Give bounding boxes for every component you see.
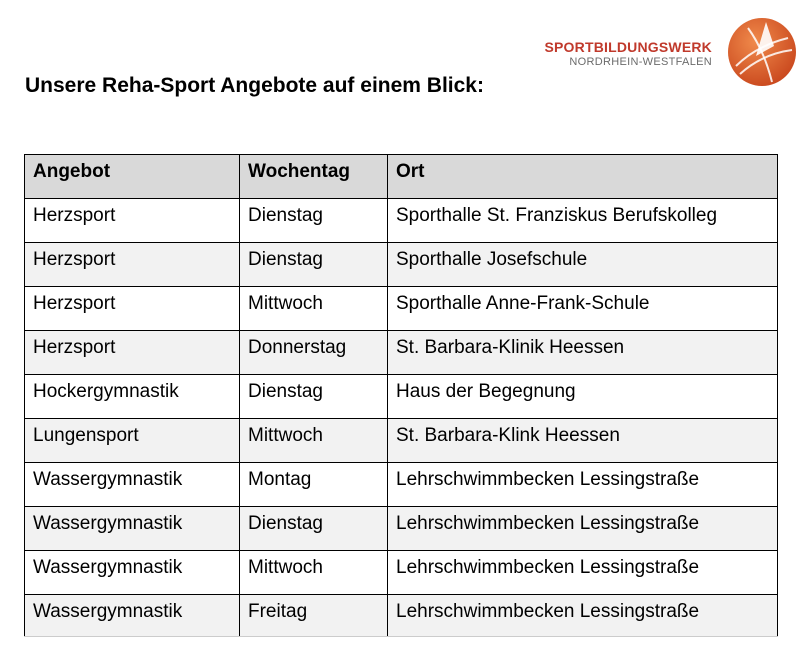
cell-ort: Sporthalle Josefschule: [388, 243, 778, 287]
cell-wochentag: Donnerstag: [240, 331, 388, 375]
cell-ort: Lehrschwimmbecken Lessingstraße: [388, 507, 778, 551]
cell-wochentag: Mittwoch: [240, 551, 388, 595]
logo-mark-icon: [726, 16, 798, 88]
cell-wochentag: Montag: [240, 463, 388, 507]
cell-angebot: Wassergymnastik: [25, 507, 240, 551]
offers-table: [24, 154, 778, 637]
cell-ort: Haus der Begegnung: [388, 375, 778, 419]
table-header-row: [25, 155, 778, 199]
cell-ort: Lehrschwimmbecken Lessingstraße: [388, 595, 778, 637]
cell-wochentag: Dienstag: [240, 243, 388, 287]
table-row: [25, 551, 778, 595]
table-row: [25, 507, 778, 551]
cell-ort: Sporthalle St. Franziskus Berufskolleg: [388, 199, 778, 243]
table-row: [25, 199, 778, 243]
cell-angebot: Wassergymnastik: [25, 463, 240, 507]
table-row: [25, 463, 778, 507]
logo-name: SPORTBILDUNGSWERK: [544, 39, 712, 55]
cell-wochentag: Freitag: [240, 595, 388, 637]
column-header-wochentag: Wochentag: [240, 155, 388, 199]
table-row: [25, 375, 778, 419]
logo-region: NORDRHEIN-WESTFALEN: [569, 56, 712, 69]
table-row: [25, 243, 778, 287]
cell-angebot: Herzsport: [25, 243, 240, 287]
table-row: [25, 419, 778, 463]
cell-ort: Lehrschwimmbecken Lessingstraße: [388, 551, 778, 595]
cell-ort: St. Barbara-Klink Heessen: [388, 419, 778, 463]
column-header-ort: Ort: [388, 155, 778, 199]
cell-angebot: Hockergymnastik: [25, 375, 240, 419]
logo-text: [544, 40, 712, 68]
cell-angebot: Wassergymnastik: [25, 595, 240, 637]
cell-angebot: Wassergymnastik: [25, 551, 240, 595]
organization-logo: [544, 12, 800, 92]
cell-ort: Sporthalle Anne-Frank-Schule: [388, 287, 778, 331]
cell-wochentag: Dienstag: [240, 199, 388, 243]
cell-wochentag: Mittwoch: [240, 419, 388, 463]
cell-angebot: Herzsport: [25, 287, 240, 331]
column-header-angebot: Angebot: [25, 155, 240, 199]
cell-angebot: Herzsport: [25, 199, 240, 243]
cell-ort: Lehrschwimmbecken Lessingstraße: [388, 463, 778, 507]
cell-ort: St. Barbara-Klinik Heessen: [388, 331, 778, 375]
cell-wochentag: Dienstag: [240, 375, 388, 419]
table-row: [25, 331, 778, 375]
table-row: [25, 287, 778, 331]
cell-angebot: Herzsport: [25, 331, 240, 375]
cell-angebot: Lungensport: [25, 419, 240, 463]
cell-wochentag: Mittwoch: [240, 287, 388, 331]
table-row: [25, 595, 778, 637]
page-title: Unsere Reha-Sport Angebote auf einem Blick:: [25, 74, 484, 97]
cell-wochentag: Dienstag: [240, 507, 388, 551]
